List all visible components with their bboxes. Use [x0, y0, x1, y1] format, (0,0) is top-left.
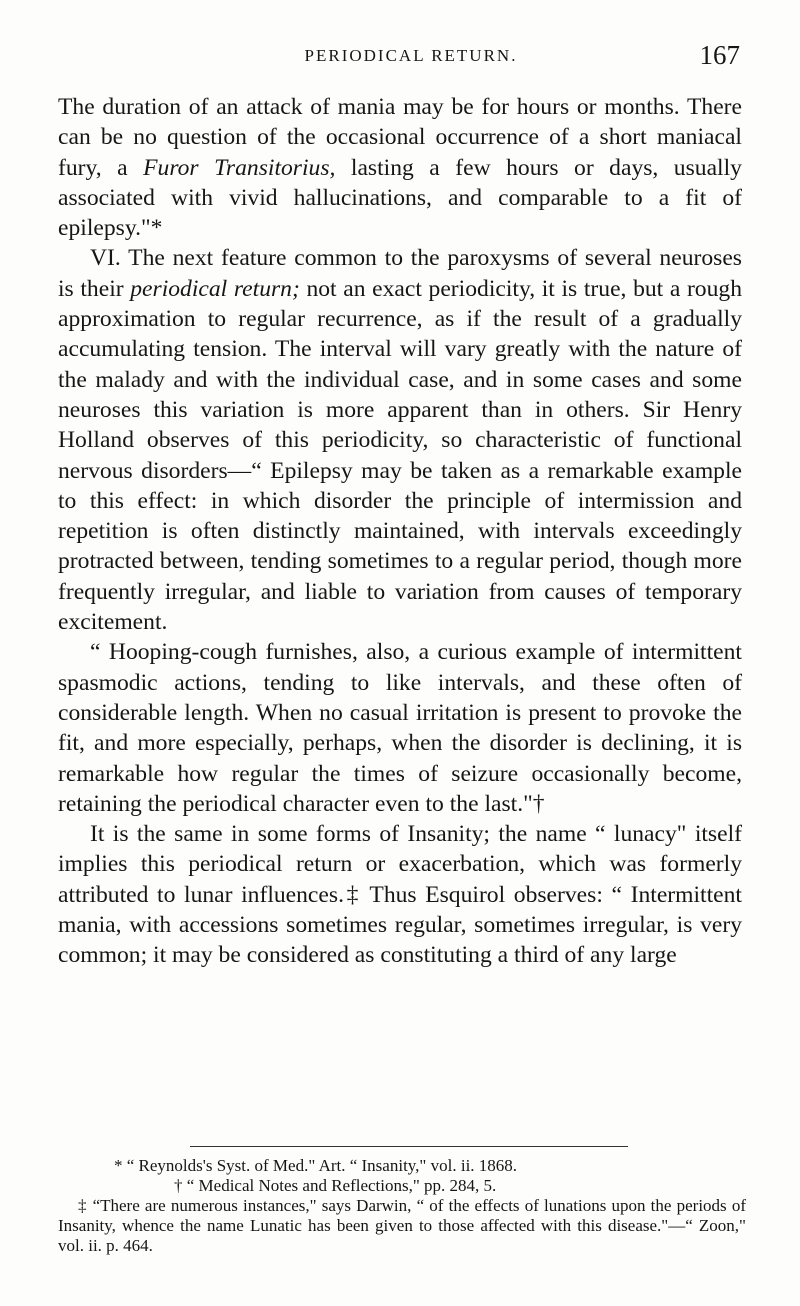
- footnote-darwin: ‡ “There are numerous instances," says Darwin, “ of the effects of lunations upon the periods of Insanity, whence the name Lunatic has been given to those affected with this disease."—“ Zoon," vol. ii. p. 464.: [58, 1196, 746, 1255]
- page-number: 167: [699, 40, 740, 70]
- footnote-divider: [190, 1146, 628, 1147]
- footnote-reynolds: * “ Reynolds's Syst. of Med." Art. “ Insanity," vol. ii. 1868.: [114, 1156, 518, 1175]
- italic-term-periodical-return: periodical return;: [130, 275, 300, 302]
- running-head: PERIODICAL RETURN.: [304, 46, 518, 65]
- footnotes: [58, 1156, 746, 1256]
- paragraph-text: The duration of an attack of mania may be for hours or months. There can be no question of the occasional occurrence of a short maniacal fury, a: [58, 94, 742, 181]
- body-text: [58, 92, 742, 971]
- paragraph-periodical-return: [58, 243, 742, 637]
- paragraph-text: VI. The next feature common to the paroxysms of several neuroses is their: [58, 245, 742, 302]
- footnote-medical-notes: † “ Medical Notes and Reflections," pp. 284, 5.: [174, 1176, 497, 1195]
- paragraph-insanity: It is the same in some forms of Insanity; the name “ lunacy" itself implies this periodical return or exacerbation, which was formerly attributed to lunar influences.‡ Thus Esquirol observes: “ Intermittent mania, with accessions sometimes regular, sometimes irregular, is very common; it may be considered as constituting a third of any large: [58, 821, 742, 969]
- italic-term-furor: Furor Transitorius,: [143, 154, 336, 181]
- paragraph-hooping-cough: “ Hooping-cough furnishes, also, a curious example of intermittent spasmodic actions, tending to like intervals, and these often of considerable length. When no casual irritation is present to provoke the fit, and more especially, perhaps, when the disorder is declining, it is remarkable how regular the times of seizure occasionally become, retaining the periodical character even to the last."†: [58, 639, 742, 817]
- paragraph-text: lasting a few hours or days, usually associated with vivid hallucinations, and comparable to a fit of epilepsy."*: [58, 154, 742, 242]
- paragraph-text: not an exact periodicity, it is true, but a rough approximation to regular recurrence, as if the result of a gradually accumulating tension. The interval will vary greatly with the nature of the malady and with the individual case, and in some cases and some neuroses this variation is more apparent than in others. Sir Henry Holland observes of this periodicity, so characteristic of functional nervous disorders—“ Epilepsy may be taken as a remarkable example to this effect: in which disorder the principle of intermission and repetition is often distinctly maintained, with intervals exceedingly protracted between, tending sometimes to a regular period, though more frequently irregular, and liable to variation from causes of temporary excitement.: [58, 275, 742, 636]
- page-header: [56, 40, 746, 74]
- paragraph-mania-duration: [58, 92, 742, 243]
